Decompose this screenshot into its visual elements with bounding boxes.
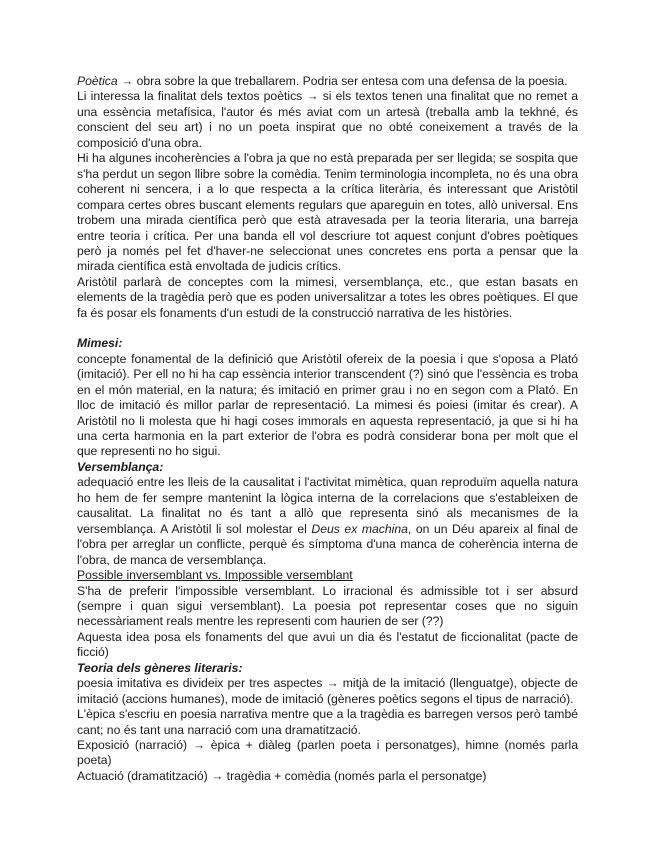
versemblanca-text-after: , on un Déu apareix al final de l'obra per arreglar un conflicte, perquè és símptoma d'una manca de coherència interna de l'obra, de manca de versemblança. [77, 521, 578, 567]
incoherencies-paragraph: Hi ha algunes incoherències a l'obra ja que no està preparada per ser llegida; se sospita que s'ha perdut un segon llibre sobre la comèdia. Tenim terminologia incompleta, no és una obra coherent ni sencera, i a lo que respecta a la crítica literària, és interessant que Aristòtil compara certes obres buscant elements regulars que apareguin en totes, allò universal. Ens trobem una mirada científica però que està atravesada per la teoria literaria, una barreja entre teoria i crítica. Per una banda ell vol descriure tot aquest conjunt d'obres poètiques però ja només pel fet d'haver-ne seleccionat unes concretes ens porta a pensar que la mirada científica està envoltada de judicis crítics. [77, 151, 578, 274]
ficcionalitat-paragraph: Aquesta idea posa els fonaments del que avui un dia és l'estatut de ficcionalitat (pacte de ficció) [77, 629, 578, 660]
versemblanca-paragraph [77, 475, 578, 568]
versemblanca-text-before: adequació entre les lleis de la causalitat i l'activitat mimètica, quan reproduïm aquella natura ho hem de fer sempre mantenint la lògica interna de la correlacions que s'estableixen de causalitat. La finalitat no és tant a allò que representa sinó als mecanismes de la versemblança. A Aristòtil li sol molestar el [77, 475, 578, 536]
versemblanca-heading: Versemblança: [77, 459, 164, 474]
generes-paragraph: poesia imitativa es divideix per tres aspectes → mitjà de la imitació (llenguatge), objecte de imitació (accions humanes), mode de imitació (gèneres poètics segons el tipus de narració). [77, 676, 578, 706]
exposicio-line: Exposició (narració) → èpica + diàleg (parlen poeta i personatges), himne (només parla poeta) [77, 738, 578, 768]
poetica-paragraph [77, 74, 578, 89]
mimesi-paragraph: concepte fonamental de la definició que Aristòtil ofereix de la poesia i que s'oposa a Plató (imitació). Per ell no hi ha cap essència interior transcendent (?) sinó que l'essència es troba en el món material, en la natura; és imitació en primer grau i no en segon com a Plató. En lloc de imitació és millor parlar de representació. La mimesi és poiesi (imitar és crear). A Aristòtil no li molesta que hi hagi coses immorals en aquesta representació, ja que si hi ha una certa harmonia en la part exterior de l'obra es podrà considerar bona per molt que el que representi no ho sigui. [77, 351, 578, 459]
generes-heading: Teoria dels gèneres literaris: [77, 660, 243, 675]
poetica-text: → obra sobre la que treballarem. Podria ser entesa com una defensa de la poesia. [117, 74, 568, 88]
epica-paragraph: L'èpica s'escriu en poesia narrativa mentre que a la tragèdia es barregen versos però també cant; no és tant una narració com una dramatització. [77, 707, 578, 737]
conceptes-paragraph: Aristòtil parlarà de conceptes com la mimesi, versemblança, etc., que estan basats en elements de la tragèdia però que es poden universalitzar a totes les obres poètiques. El que fa és posar els fonaments d'un estudi de la construcció narrativa de les històries. [77, 274, 578, 320]
finalitat-paragraph: Li interessa la finalitat dels textos poètics → si els textos tenen una finalitat que no remet a una essència metafísica, l'autor és més aviat com un artesà (treballa amb la tekhné, és conscient del seu art) i no un poeta inspirat que no obté coneixement a través de la composició d'una obra. [77, 89, 578, 150]
poetica-term: Poètica [77, 74, 118, 88]
section-spacer [77, 321, 578, 336]
document-page [77, 74, 578, 784]
deus-ex-machina-term: Deus ex machina [311, 521, 408, 536]
mimesi-heading: Mimesi: [77, 336, 123, 351]
possible-heading: Possible inversemblant vs. Impossible versemblant [77, 568, 353, 583]
possible-paragraph: S'ha de preferir l'impossible versemblant. Lo irracional és admissible tot i ser absurd (sempre i quan sigui versemblant). La poesia pot representar coses que no siguin necessàriament reals mentre les representi com haurien de ser (??) [77, 583, 578, 629]
actuacio-line: Actuació (dramatització) → tragèdia + comèdia (només parla el personatge) [77, 768, 487, 783]
